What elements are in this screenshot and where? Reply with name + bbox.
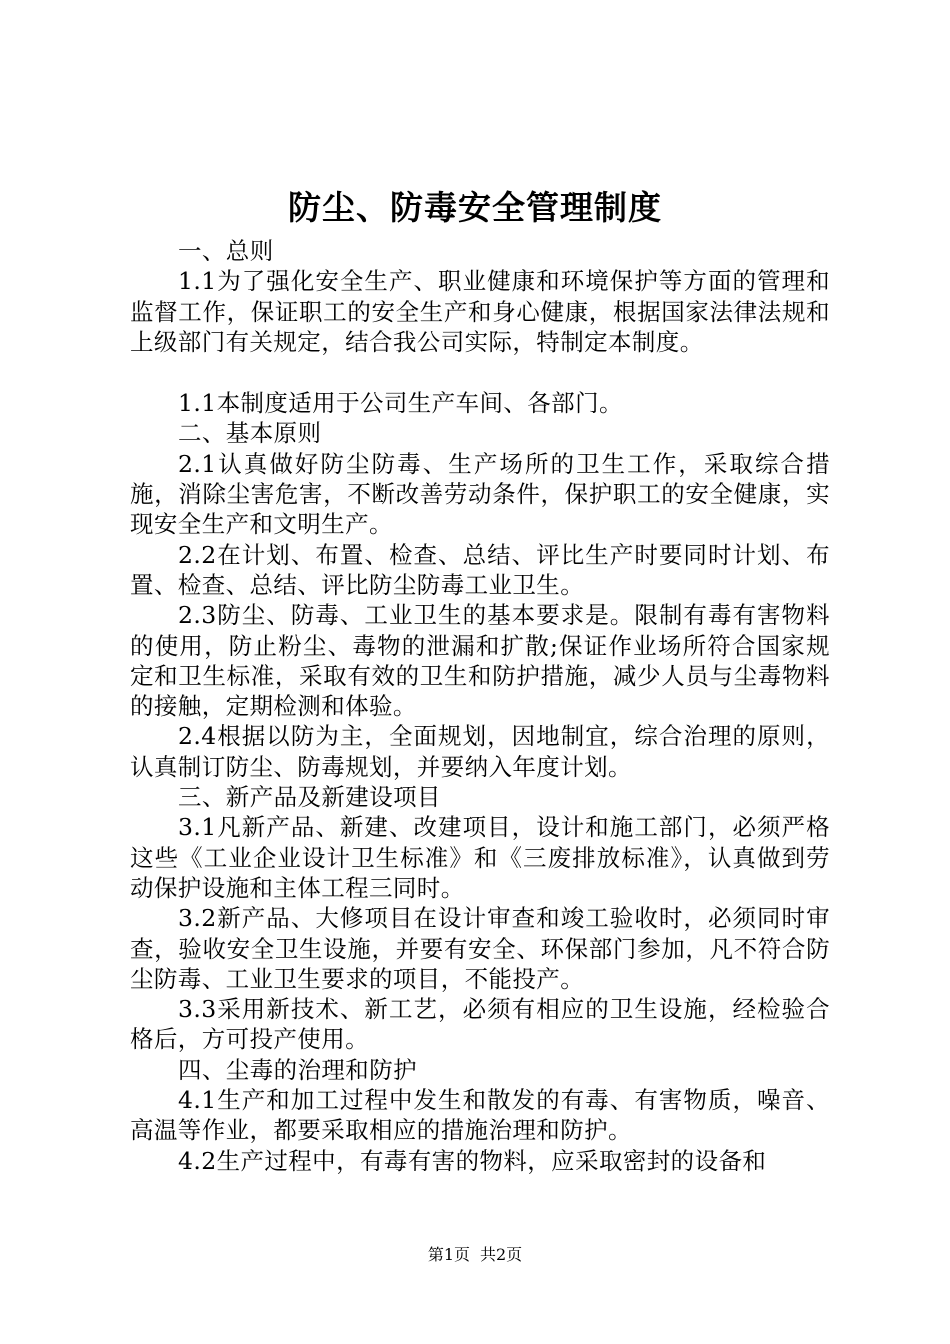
paragraph: 4.1生产和加工过程中发生和散发的有毒、有害物质，噪音、高温等作业，都要采取相应的措施治理和防护。 xyxy=(130,1086,830,1145)
section-heading: 三、新产品及新建设项目 xyxy=(178,783,441,812)
page-total: 共2页 xyxy=(480,1245,523,1264)
paragraph: 3.3采用新技术、新工艺，必须有相应的卫生设施，经检验合格后，方可投产使用。 xyxy=(130,995,830,1054)
page-footer xyxy=(0,1245,950,1265)
document-title: 防尘、防毒安全管理制度 xyxy=(288,188,662,227)
paragraph: 1.1本制度适用于公司生产车间、各部门。 xyxy=(178,389,623,418)
page-number: 第1页 xyxy=(427,1245,470,1264)
document-body xyxy=(130,236,830,1176)
paragraph: 2.4根据以防为主，全面规划，因地制宜，综合治理的原则，认真制订防尘、防毒规划，并要纳入年度计划。 xyxy=(130,722,830,781)
paragraph: 2.3防尘、防毒、工业卫生的基本要求是。限制有毒有害物料的使用，防止粉尘、毒物的泄漏和扩散;保证作业场所符合国家规定和卫生标准，采取有效的卫生和防护措施，减少人员与尘毒物料的接触，定期检测和体验。 xyxy=(130,601,830,721)
section-heading: 二、基本原则 xyxy=(178,419,322,448)
paragraph: 1.1为了强化安全生产、职业健康和环境保护等方面的管理和监督工作，保证职工的安全生产和身心健康，根据国家法律法规和上级部门有关规定，结合我公司实际，特制定本制度。 xyxy=(130,267,830,356)
paragraph: 2.1认真做好防尘防毒、生产场所的卫生工作，采取综合措施，消除尘害危害，不断改善劳动条件，保护职工的安全健康，实现安全生产和文明生产。 xyxy=(130,449,830,539)
section-heading: 一、总则 xyxy=(178,237,274,265)
paragraph: 3.1凡新产品、新建、改建项目，设计和施工部门，必须严格这些《工业企业设计卫生标准》和《三废排放标准》，认真做到劳动保护设施和主体工程三同时。 xyxy=(130,813,830,902)
paragraph: 3.2新产品、大修项目在设计审查和竣工验收时，必须同时审查，验收安全卫生设施，并要有安全、环保部门参加，凡不符合防尘防毒、工业卫生要求的项目，不能投产。 xyxy=(130,904,830,993)
section-heading: 四、尘毒的治理和防护 xyxy=(178,1055,417,1084)
paragraph: 2.2在计划、布置、检查、总结、评比生产时要同时计划、布置、检查、总结、评比防尘防毒工业卫生。 xyxy=(130,540,830,599)
paragraph: 4.2生产过程中，有毒有害的物料，应采取密封的设备和 xyxy=(178,1146,767,1175)
